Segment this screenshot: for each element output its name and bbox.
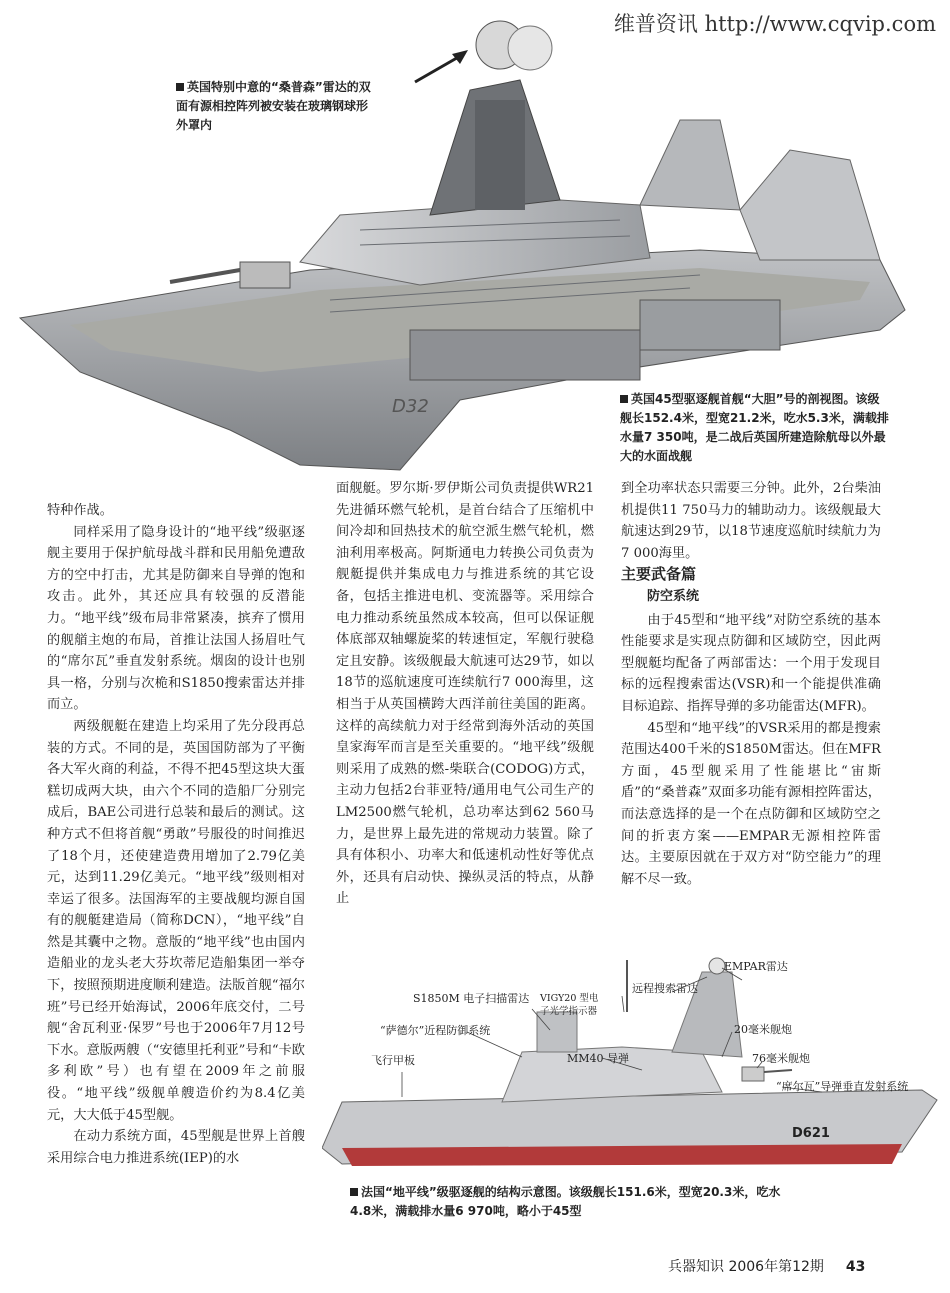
label-long-range-radar: 远程搜索雷达 [632,982,698,995]
paragraph: 由于45型和“地平线”对防空系统的基本性能要求是实现点防御和区域防空，因此两型舰艇均配备了两部雷达：一个用于发现目标的远程搜索雷达(VSR)和一个能提供准确目标追踪、指挥导弹的多功能雷达(MFR)。 [621,612,881,714]
caption-horizon-profile [350,1183,800,1221]
caption-radar [176,78,376,135]
page-number: 43 [845,1259,866,1275]
article-column-2 [336,478,594,910]
label-20mm-gun: 20毫米舰炮 [734,1023,792,1036]
section-heading: 主要武备篇 [621,565,697,584]
label-sadral: “萨德尔”近程防御系统 [380,1024,491,1037]
label-s1850m-radar: S1850M 电子扫描雷达 [413,992,530,1005]
caption-ship-cutaway [620,390,890,466]
paragraph: 两级舰艇在建造上均采用了先分段再总装的方式。不同的是，英国国防部为了平衡各大军火商的利益，不得不把45型这块大蛋糕切成两大块，由六个不同的造船厂分别完成后，BAE公司进行总装和最后的测试。这种方式不但将首舰“勇敢”号服役的时间推迟了18个月，还使建造费用增加了2.79亿美元，达到11.29亿美元。“地平线”级则相对幸运了很多。法国海军的主要战舰均源自国有的舰艇建造局（简称DCN），“地平线”自然是其囊中之物。意版的“地平线”也由国内造船业的龙头老大芬坎蒂尼造船集团一举夺下，按照预期进度顺利建造。法版首舰“福尔班”号已经开始海试，2006年底交付，二号舰“舍瓦利亚·保罗”号也于2006年7月12号下水。意版两艘（“安德里托利亚”号和“卡欧多利欧”号）也有望在2009年之前服役。“地平线”级舰单艘造价约为8.4亿美元，大大低于45型舰。 [47,718,305,1123]
caption-bullet [176,83,184,91]
caption-horizon-text: 法国“地平线”级驱逐舰的结构示意图。该级舰长151.6米，型宽20.3米，吃水4.8米，满载排水量6 970吨，略小于45型 [350,1185,781,1218]
label-mm40-missile: MM40 导弹 [567,1052,630,1065]
label-empar-radar: EMPAR雷达 [724,960,788,973]
bottom-hull-number: D621 [792,1126,830,1141]
caption-bullet [620,395,628,403]
article-column-1 [47,500,305,1169]
paragraph: 面舰艇。罗尔斯·罗伊斯公司负责提供WR21先进循环燃气轮机，是首台结合了压缩机中间冷却和回热技术的航空派生燃气轮机，燃油利用率极高。阿斯通电力转换公司负责为舰艇提供并集成电力与推进系统的其它设备，包括主推进电机、变流器等。采用综合电力推动系统虽然成本较高，但可以保证舰体底部双轴螺旋桨的转速恒定，军舰行驶稳定且安静。该级舰最大航速可达29节，如以18节的巡航速度可连续航行7 000海里，这相当于从英国横跨大西洋前往美国的距离。这样的高续航力对于经常到海外活动的英国皇家海军而言是至关重要的。“地平线”级舰则采用了成熟的燃-柴联合(CODOG)方式，主动力包括2台菲亚特/通用电气公司生产的LM2500燃气轮机，总功率达到62 560马力，是世界上最先进的常规动力装置。除了具有体积小、功率大和低速机动性好等优点外，还具有启动快、操纵灵活的特点，从静止 [336,481,594,907]
paragraph: 同样采用了隐身设计的“地平线”级驱逐舰主要用于保护航母战斗群和民用船免遭敌方的空中打击，尤其是防御来自导弹的饱和攻击。此外，其还应具有较强的反潜能力。“地平线”级布局非常紧凑，摈弃了惯用的舰艏主炮的布局，首推让法国人扬眉吐气的“席尔瓦”垂直发射系统。烟囱的设计也别具一格，分别与次桅和S1850搜索雷达并排而立。 [47,524,305,713]
article-column-3 [621,478,881,890]
paragraph: 到全功率状态只需要三分钟。此外，2台柴油机提供11 750马力的辅助动力。该级舰最大航速达到29节，以18节速度巡航时续航力为7 000海里。 [621,481,881,561]
paragraph: 45型和“地平线”的VSR采用的都是搜索范围达400千米的S1850M雷达。但在MFR方面，45型舰采用了性能堪比“宙斯盾”的“桑普森”双面多功能有源相控阵雷达，而法意选择的是一个在点防御和区域防空之间的折衷方案——EMPAR无源相控阵雷达。主要原因就在于双方对“防空能力”的理解不尽一致。 [621,720,881,887]
sub-heading: 防空系统 [647,588,700,604]
watermark: 维普资讯 http://www.cqvip.com [613,12,936,36]
paragraph: 在动力系统方面，45型舰是世界上首艘采用综合电力推进系统(IEP)的水 [47,1129,305,1166]
paragraph: 特种作战。 [47,503,113,518]
caption-bullet [350,1188,358,1196]
label-flight-deck: 飞行甲板 [371,1054,415,1067]
label-sylver-vls: “席尔瓦”导弹垂直发射系统 [776,1080,909,1093]
top-hull-number: D32 [392,396,429,417]
label-vigy20: VIGY20 型电子光学指示器 [540,993,599,1017]
label-76mm-gun: 76毫米舰炮 [752,1052,810,1065]
journal-name: 兵器知识 2006年第12期 [668,1259,824,1275]
caption-ship-text: 英国45型驱逐舰首舰“大胆”号的剖视图。该级舰长152.4米，型宽21.2米，吃水5.3米，满载排水量7 350吨，是二战后英国所建造除航母以外最大的水面战舰 [620,392,889,463]
caption-radar-text: 英国特别中意的“桑普森”雷达的双面有源相控阵列被安装在玻璃钢球形外罩内 [176,80,371,132]
page-footer [668,1256,865,1276]
